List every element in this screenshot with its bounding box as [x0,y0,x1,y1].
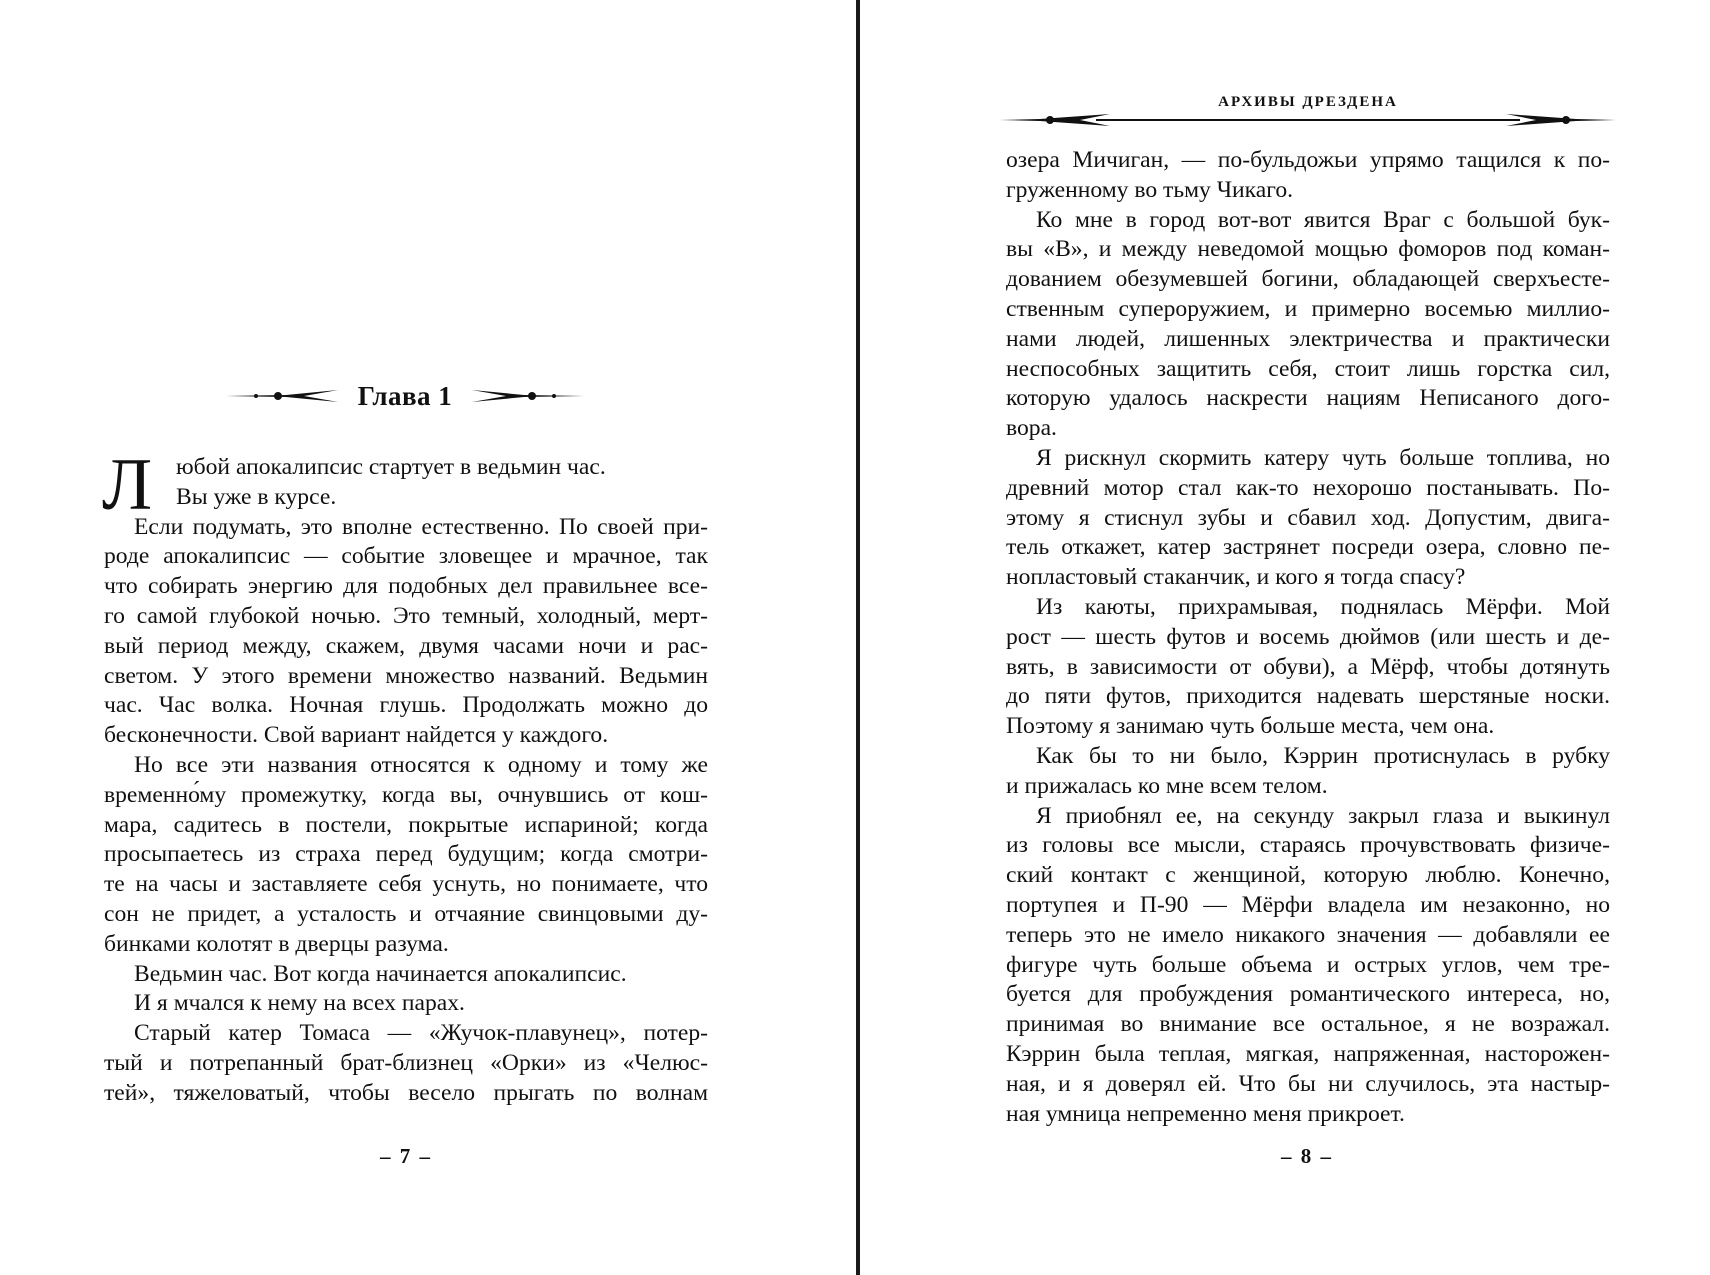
text-line: ная умница непременно меня прикроет. [1006,1100,1405,1127]
text-line: роде апокалипсис — событие зловещее и мрачное, так [104,543,708,570]
ornament-right-icon [472,389,584,403]
text-line: Я рискнул скормить катеру чуть больше топлива, но [1036,444,1610,471]
text-line: Но все эти названия относятся к одному и тому же [134,751,708,778]
text-line: неспособных защитить себя, стоит лишь горстка сил, [1006,355,1610,382]
text-line: буется для пробуждения романтического интереса, но, [1006,981,1610,1008]
text-line: И я мчался к нему на всех парах. [134,990,465,1017]
text-line: вять, в зависимости от обуви), а Мёрф, чтобы дотянуть [1006,653,1610,680]
text-line: теперь это не имело никакого значения — добавляли ее [1006,921,1610,948]
header-rule-ornament-icon [1000,112,1616,128]
text-line: Вы уже в курсе. [176,483,337,510]
text-line: и прижалась ко мне всем телом. [1006,772,1328,799]
text-line: просыпаетесь из страха перед будущим; когда смотри- [104,841,708,868]
text-line: этому я стиснул зубы и сбавил ход. Допустим, двига- [1006,504,1610,531]
text-line: го самой глубокой ночью. Это темный, холодный, мерт- [104,602,708,629]
text-line: древний мотор стал как-то нехорошо постанывать. По- [1006,474,1610,501]
left-body-text [102,444,708,1109]
text-line: Поэтому я занимаю чуть больше места, чем она. [1006,713,1495,740]
text-line: фигуре чуть больше объема и острых углов, чем тре- [1006,951,1610,978]
drop-cap: Л [102,444,153,526]
text-line: которую удалось наскрести нациям Неписаного дого- [1006,385,1610,412]
text-line: вора. [1006,415,1057,442]
text-line: тель откажет, катер застрянет посреди озера, словно пе- [1006,534,1610,561]
text-line: Из каюты, прихрамывая, поднялась Мёрфи. Мой [1036,593,1610,620]
chapter-title: Глава 1 [357,380,453,411]
running-head-title: АРХИВЫ ДРЕЗДЕНА [1218,94,1398,110]
text-line: Ко мне в город вот-вот явится Враг с большой бук- [1036,206,1610,233]
text-line: из головы все мысли, стараясь прочувствовать физиче- [1006,832,1610,859]
text-line: груженному во тьму Чикаго. [1006,176,1294,203]
text-line: нопластовый стаканчик, и кого я тогда спасу? [1006,564,1466,591]
text-line: Я приобнял ее, на секунду закрыл глаза и выкинул [1036,802,1610,829]
text-line: нами людей, лишенных электричества и практически [1006,325,1610,352]
text-line: принимая во внимание все остальное, я не возражал. [1006,1011,1610,1038]
text-line: светом. У этого времени множество названий. Ведьмин [104,662,708,689]
text-line: час. Час волка. Ночная глушь. Продолжать можно до [104,692,708,719]
text-line: бесконечности. Свой вариант найдется у каждого. [104,722,609,749]
text-line: вы «В», и между неведомой мощью фоморов под коман- [1006,236,1610,263]
text-line: до пяти футов, приходится надевать шерстяные носки. [1006,683,1610,710]
text-line: ная, и я доверял ей. Что бы ни случилось, эта настыр- [1006,1070,1610,1097]
text-line: рост — шесть футов и восемь дюймов (или шесть и де- [1006,623,1610,650]
text-line: Кэррин была теплая, мягкая, напряженная, насторожен- [1006,1040,1610,1067]
text-line: сон не придет, а усталость и отчаяние свинцовыми ду- [104,900,708,927]
text-line: временно́му промежутку, когда вы, очнувшись от кош- [104,781,708,808]
text-line: ский контакт с женщиной, которую люблю. Конечно, [1006,862,1610,889]
text-line: портупея и П-90 — Мёрфи владела им незаконно, но [1006,891,1610,918]
text-line: что собирать энергию для подобных дел правильнее все- [104,573,708,600]
text-line: озера Мичиган, — по-бульдожьи упрямо тащился к по- [1006,147,1610,173]
text-line: вый период между, скажем, двумя часами ночи и рас- [104,632,708,659]
ornament-left-icon [226,389,338,403]
running-header [1000,92,1616,126]
text-line: Если подумать, это вполне естественно. По своей при- [134,513,708,540]
text-line: Ведьмин час. Вот когда начинается апокалипсис. [134,960,627,987]
text-line: Как бы то ни было, Кэррин протиснулась в рубку [1036,742,1610,769]
text-line: Старый катер Томаса — «Жучок-плавунец», потер- [134,1020,708,1047]
text-line: тей», тяжеловатый, чтобы весело прыгать по волнам [104,1079,708,1106]
text-line: дованием обезумевшей богини, обладающей сверхъесте- [1006,266,1610,293]
text-line: тый и потрепанный брат-близнец «Орки» из «Челюс- [104,1049,708,1076]
text-line: те на часы и заставляете себя уснуть, но понимаете, что [104,871,708,898]
text-line: ственным супероружием, и примерно восемью миллио- [1006,295,1610,322]
chapter-heading [220,376,590,416]
right-body-text [1006,146,1610,1129]
page-number-right: – 8 – [1281,1144,1333,1168]
text-line: бинками колотят в дверцы разума. [104,930,449,957]
text-line: мара, садитесь в постели, покрытые испариной; когда [104,811,708,838]
text-line: юбой апокалипсис стартует в ведьмин час. [176,454,606,480]
page-number-left: – 7 – [380,1144,432,1168]
